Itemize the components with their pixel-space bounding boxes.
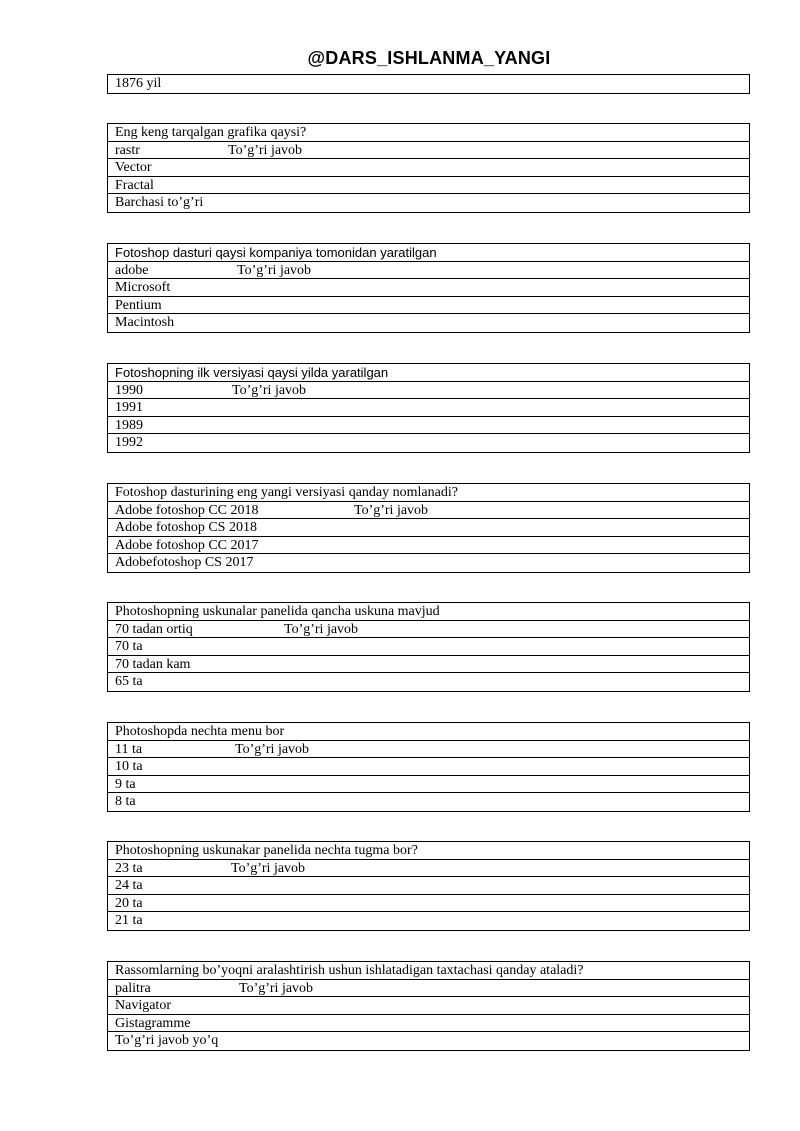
question-table [107,363,750,453]
answer-text: rastr [115,142,140,158]
correct-answer-label: To’g’ri javob [231,860,306,876]
answer-text: To’g’ri javob yo’q [115,1033,219,1049]
answer-text: Gistagramme [115,1015,191,1031]
answer-text: Navigator [115,998,171,1014]
answer-option [108,519,749,537]
answer-text: palitra [115,980,151,996]
answer-text: 70 ta [115,639,143,655]
answer-option [108,399,749,417]
answer-option [108,912,749,930]
answer-text: Adobe fotoshop CC 2018 [115,502,259,518]
question-table [107,961,750,1051]
answer-option [108,297,749,315]
question-table [107,483,750,573]
question-table [107,602,750,692]
correct-answer-label: To’g’ri javob [284,621,359,637]
correct-answer-label: To’g’ri javob [239,980,314,996]
answer-text: 20 ta [115,895,143,911]
answer-option [108,997,749,1015]
answer-option [108,502,749,520]
answer-option [108,142,749,160]
answer-text: adobe [115,262,149,278]
question-table [107,841,750,931]
answer-option [108,776,749,794]
answer-text: Microsoft [115,280,171,296]
question-table [107,123,750,213]
answer-text: 23 ta [115,860,143,876]
answer-option [108,194,749,212]
page-header: @DARS_ISHLANMA_YANGI [307,48,551,68]
question-table [107,243,750,333]
answer-text: Adobefotoshop CS 2017 [115,555,254,571]
answer-text: Pentium [115,297,162,313]
answer-option [108,159,749,177]
answer-text: Macintosh [115,315,175,331]
answer-option [108,877,749,895]
answer-text: 70 tadan ortiq [115,621,193,637]
answer-text: Barchasi to’g’ri [115,195,204,211]
question-text: Eng keng tarqalgan grafika qaysi? [108,124,749,142]
answer-option [108,1015,749,1033]
answer-option [108,793,749,811]
question-text: Fotoshopning ilk versiyasi qaysi yilda yaratilgan [108,364,749,382]
answer-option [108,638,749,656]
answer-option [108,537,749,555]
answer-text: Fractal [115,177,154,193]
answer-option [108,860,749,878]
answer-text: 1991 [115,400,143,416]
answer-option [108,262,749,280]
correct-answer-label: To’g’ri javob [237,262,312,278]
answer-option [108,417,749,435]
correct-answer-label: To’g’ri javob [354,502,429,518]
answer-text: 70 tadan kam [115,656,191,672]
answer-text: 21 ta [115,913,143,929]
answer-option [108,741,749,759]
answer-text: 65 ta [115,674,143,690]
answer-option [108,314,749,332]
question-text: Fotoshop dasturi qaysi kompaniya tomonidan yaratilgan [108,244,749,262]
answer-text: Vector [115,160,152,176]
correct-answer-label: To’g’ri javob [235,741,310,757]
correct-answer-label: To’g’ri javob [228,142,303,158]
answer-text: 24 ta [115,878,143,894]
question-table [107,722,750,812]
answer-option [108,382,749,400]
question-text: Photoshopning uskunalar panelida qancha uskuna mavjud [108,603,749,621]
intro-text: 1876 yil [115,76,162,91]
answer-text: 10 ta [115,759,143,775]
answer-option [108,434,749,452]
answer-option [108,1032,749,1050]
answer-text: 11 ta [115,741,143,757]
answer-text: 1990 [115,382,143,398]
answer-option [108,673,749,691]
answer-option [108,980,749,998]
question-text: Fotoshop dasturining eng yangi versiyasi qanday nomlanadi? [108,484,749,502]
answer-text: 8 ta [115,794,136,810]
question-text: Photoshopda nechta menu bor [108,723,749,741]
answer-option [108,177,749,195]
answer-option [108,621,749,639]
answer-text: Adobe fotoshop CS 2018 [115,520,257,536]
answer-option [108,895,749,913]
answer-option [108,656,749,674]
question-text: Rassomlarning bo’yoqni aralashtirish ushun ishlatadigan taxtachasi qanday ataladi? [108,962,749,980]
intro-table [107,74,750,94]
answer-text: 1992 [115,435,143,451]
answer-text: 9 ta [115,776,136,792]
answer-option [108,758,749,776]
correct-answer-label: To’g’ri javob [232,382,307,398]
answer-option [108,279,749,297]
answer-text: Adobe fotoshop CC 2017 [115,537,259,553]
question-text: Photoshopning uskunakar panelida nechta tugma bor? [108,842,749,860]
answer-text: 1989 [115,417,143,433]
answer-option [108,554,749,572]
